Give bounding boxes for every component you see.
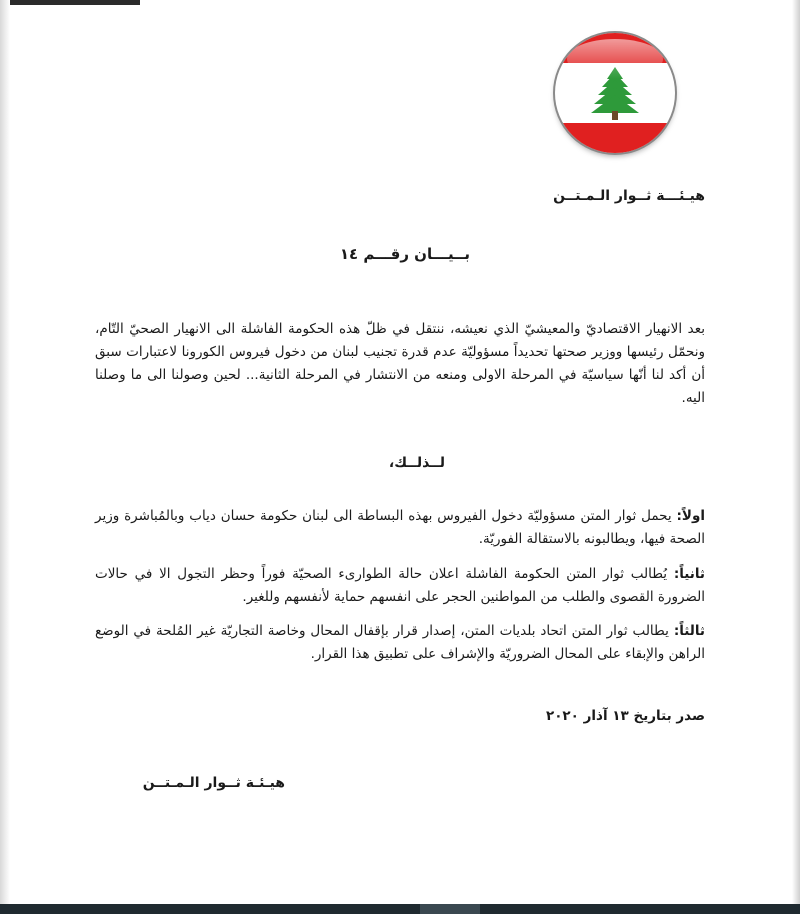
page-right-edge [792,0,800,904]
point-first [95,505,705,551]
point-second-text: يُطالب ثوار المتن الحكومة الفاشلة اعلان حالة الطوارىء الصحيّة فوراً وحظر التجول الا في حالات الضرورة القصوى والطلب من المواطنين الحجر على انفسهم حماية لأنفسهم وللغير. [95,566,705,605]
statement-title: بــيـــان رقـــم ١٤ [339,245,470,263]
point-first-text: يحمل ثوار المتن مسؤوليّة دخول الفيروس بهذه البساطة الى لبنان حكومة حسان دياب وبالمُباشرة وزير الصحة فيها، ويطالبونه بالاستقالة الفوريّة. [95,508,705,547]
intro-paragraph: بعد الانهيار الاقتصاديّ والمعيشيّ الذي نعيشه، ننتقل في ظلّ هذه الحكومة الفاشلة الى الانهيار الصحيّ التّام، ونحمّل رئيسها ووزير صحتها تحديداً مسؤوليّة عدم قدرة تجنيب لبنان من دخول فيروس الكورونا لاعتبارات سبق أن أكد لنا أنّها سياسيّة في المرحلة الاولى ومنعه من الانتشار في المرحلة الثانية... لحين وصولنا الى ما وصلنا اليه. [95,321,705,406]
bottom-bar-segment [420,904,480,914]
point-second [95,563,705,609]
therefore-heading: لــذلــك، [388,455,445,471]
point-third-text: يطالب ثوار المتن اتحاد بلديات المتن، إصدار قرار بإقفال المحال وخاصة التجاريّة غير المُلحة في الوضع الراهن والإبقاء على المحال الضروريّة والإشراف على تطبيق هذا القرار. [95,623,705,662]
point-third [95,620,705,666]
issued-date: صدر بتاريخ ١٣ آذار ٢٠٢٠ [545,708,705,724]
point-second-label: ثانياً: [673,566,705,582]
lebanon-flag-icon [555,33,675,153]
window-top-edge [0,0,140,5]
flag-red-stripe-bottom [555,123,675,153]
window-bottom-bar [0,904,800,914]
organization-name-top: هيـئـــة ثــوار الـمـتــن [553,188,705,204]
point-third-label: ثالثاً: [673,623,705,639]
badge-gloss [567,39,663,79]
point-first-label: اولاً: [676,508,705,524]
page-left-edge [0,0,10,904]
organization-name-bottom: هيـئـة ثــوار الـمـتــن [142,775,285,791]
